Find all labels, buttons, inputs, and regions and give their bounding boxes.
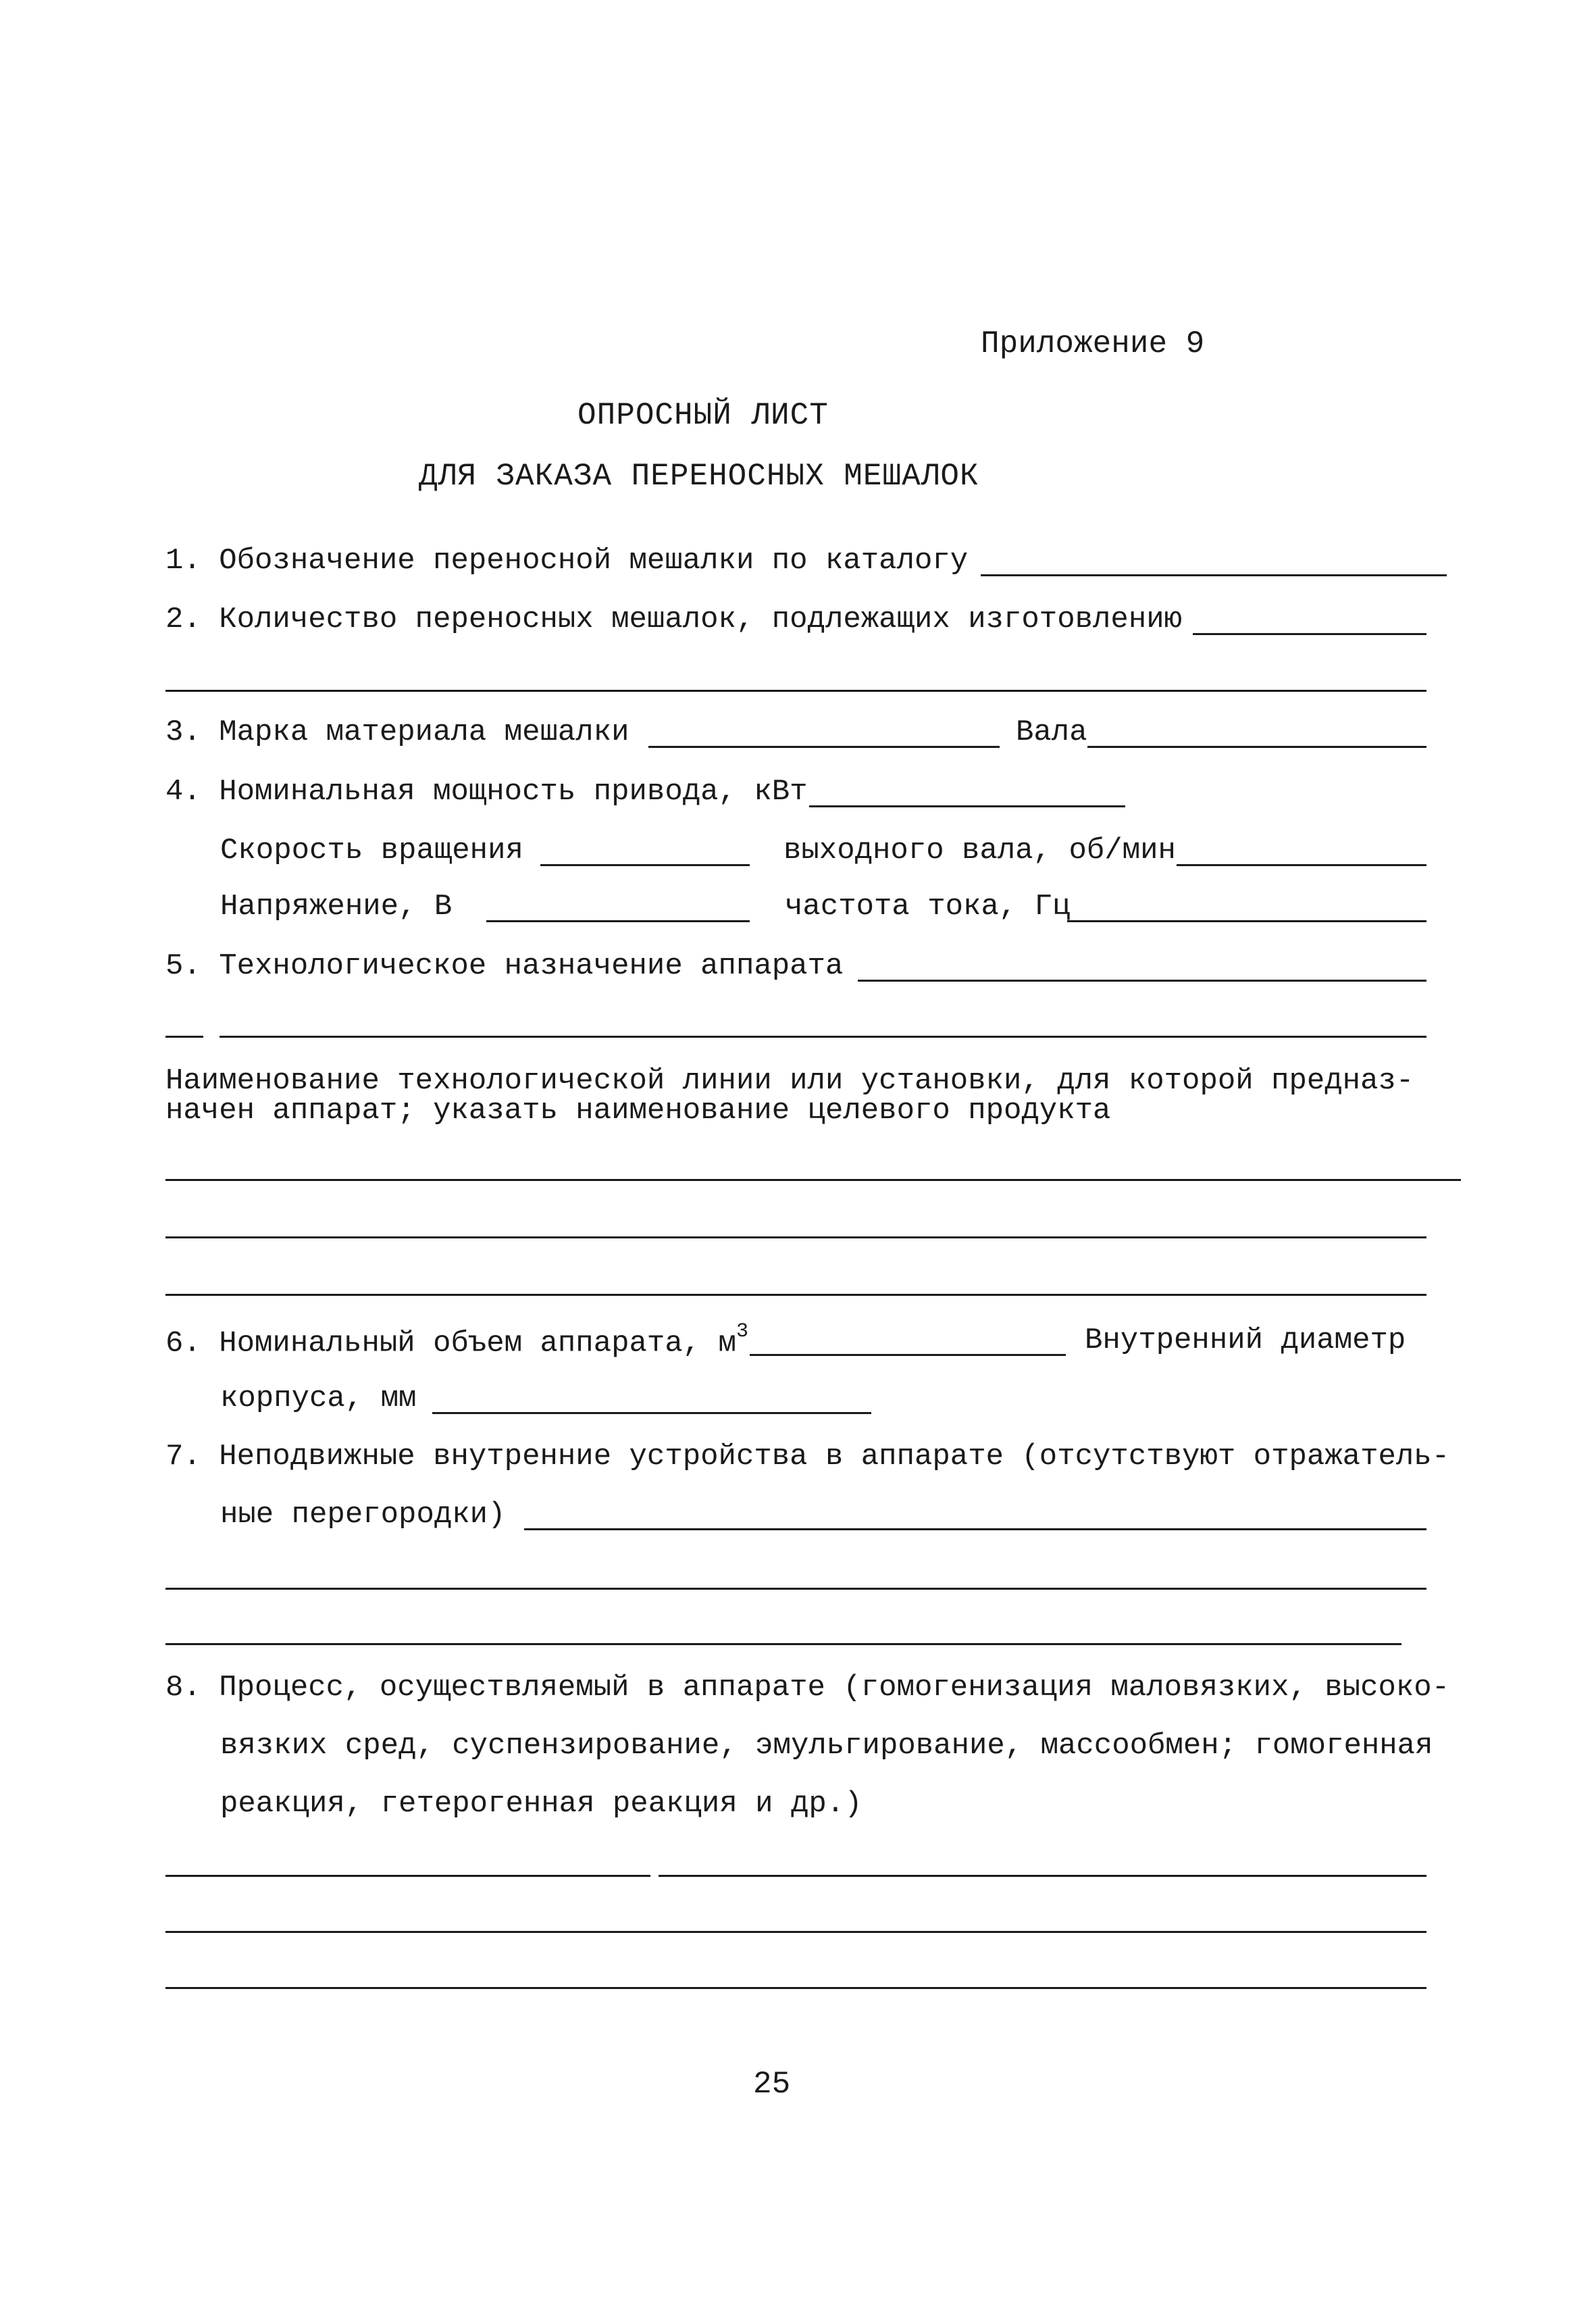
item-6-body-label: корпуса, мм <box>220 1382 417 1415</box>
item-8-label-line-3: реакция, гетерогенная реакция и др.) <box>220 1787 863 1821</box>
item-2-field-extra[interactable] <box>165 690 1426 692</box>
item-7-label-line-2: ные перегородки) <box>220 1498 506 1532</box>
appendix-label: Приложение 9 <box>981 326 1205 361</box>
item-4-frequency-field[interactable] <box>1067 920 1426 922</box>
page-number: 25 <box>753 2067 791 2102</box>
item-8-field-1b[interactable] <box>659 1875 1426 1877</box>
item-6-label <box>165 1320 748 1361</box>
item-5-field-extra[interactable] <box>220 1036 1426 1038</box>
item-3-material-field[interactable] <box>648 746 1000 748</box>
item-8-field-2[interactable] <box>165 1931 1426 1933</box>
note-line-1: Наименование технологической линии или установки, для которой предназ- <box>165 1064 1414 1098</box>
form-title: ОПРОСНЫЙ ЛИСТ <box>577 398 829 433</box>
item-7-field[interactable] <box>524 1528 1426 1530</box>
item-6-volume-field[interactable] <box>750 1354 1066 1356</box>
item-8-field-1[interactable] <box>165 1875 650 1877</box>
item-4-voltage-field[interactable] <box>486 920 750 922</box>
item-7-label-line-1: 7. Неподвижные внутренние устройства в аппарате (отсутствуют отражатель- <box>165 1440 1450 1474</box>
item-8-field-3[interactable] <box>165 1987 1426 1989</box>
item-6-cube-superscript: 3 <box>736 1320 748 1343</box>
item-4-speed-field[interactable] <box>540 864 750 866</box>
item-5-field-extra-short[interactable] <box>165 1036 203 1038</box>
item-1-field[interactable] <box>981 574 1447 576</box>
item-4-output-shaft-label: выходного вала, об/мин <box>783 834 1176 867</box>
item-3-shaft-field[interactable] <box>1087 746 1426 748</box>
item-5-field[interactable] <box>858 980 1426 982</box>
item-4-speed-label: Скорость вращения <box>220 834 523 867</box>
item-2-label: 2. Количество переносных мешалок, подлежащих изготовлению <box>165 603 1183 636</box>
item-4-voltage-label: Напряжение, В <box>220 890 453 924</box>
item-3-label: 3. Марка материала мешалки <box>165 715 629 749</box>
note-field-2[interactable] <box>165 1236 1426 1238</box>
item-7-field-extra-1[interactable] <box>165 1588 1426 1590</box>
item-4-frequency-label: частота тока, Гц <box>785 890 1071 924</box>
item-8-label-line-1: 8. Процесс, осуществляемый в аппарате (гомогенизация маловязких, высоко- <box>165 1671 1450 1705</box>
item-2-field[interactable] <box>1193 633 1426 635</box>
item-8-label-line-2: вязких сред, суспензирование, эмульгирование, массообмен; гомогенная <box>220 1729 1433 1763</box>
item-7-field-extra-2[interactable] <box>165 1643 1401 1645</box>
note-line-2: начен аппарат; указать наименование целевого продукта <box>165 1094 1111 1128</box>
item-6-diameter-field[interactable] <box>432 1412 871 1414</box>
item-6-text: 6. Номинальный объем аппарата, м <box>165 1326 736 1361</box>
form-subtitle: ДЛЯ ЗАКАЗА ПЕРЕНОСНЫХ МЕШАЛОК <box>419 459 979 494</box>
item-4-label: 4. Номинальная мощность привода, кВт <box>165 775 808 809</box>
note-field-1[interactable] <box>165 1179 1461 1181</box>
note-field-3[interactable] <box>165 1294 1426 1296</box>
item-4-output-shaft-field[interactable] <box>1177 864 1426 866</box>
item-6-diameter-label: Внутренний диаметр <box>1085 1324 1406 1357</box>
item-3-shaft-label: Вала <box>1016 715 1087 749</box>
item-1-label: 1. Обозначение переносной мешалки по каталогу <box>165 544 969 578</box>
item-5-label: 5. Технологическое назначение аппарата <box>165 949 844 983</box>
item-4-power-field[interactable] <box>809 805 1125 807</box>
